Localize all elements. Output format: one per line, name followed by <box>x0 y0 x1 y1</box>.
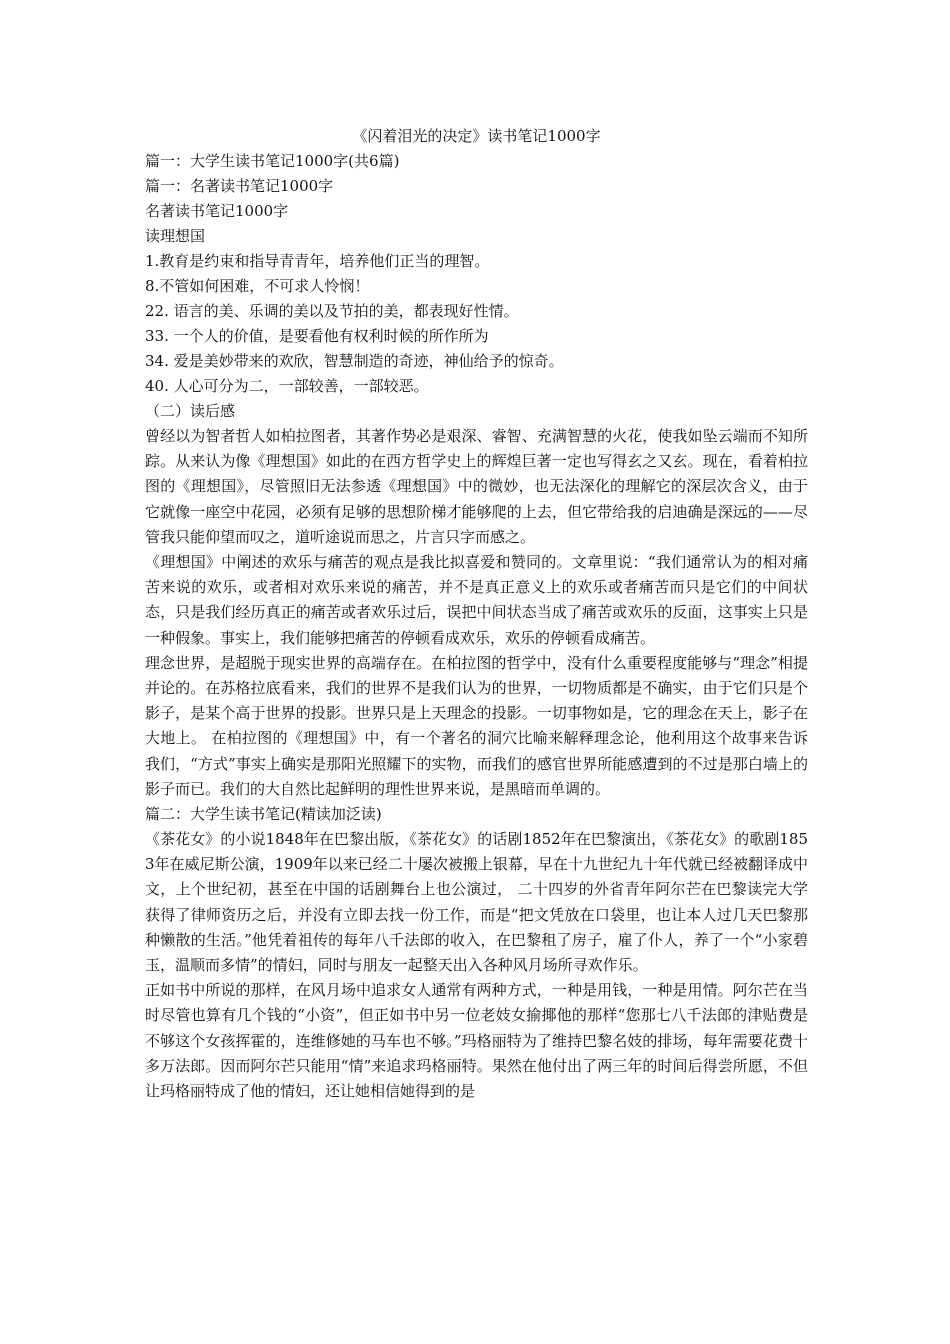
body-paragraph: 曾经以为智者哲人如柏拉图者，其著作势必是艰深、睿智、充满智慧的火花，使我如坠云端而不知所踪。从来认为像《理想国》如此的在西方哲学史上的辉煌巨著一定也写得玄之又玄。现在，看着柏拉图的《理想国》，尽管照旧无法参透《理想国》中的微妙，也无法深化的理解它的深层次含义，由于它就像一座空中花园，必须有足够的思想阶梯才能够爬的上去，但它带给我的启迪确是深远的——尽管我只能仰望而叹之，道听途说而思之，片言只字而感之。 <box>145 427 808 546</box>
quote-line: 34. 爱是美妙带来的欢欣，智慧制造的奇迹，神仙给予的惊奇。 <box>145 352 564 370</box>
body-paragraph: 正如书中所说的那样，在风月场中追求女人通常有两种方式，一种是用钱，一种是用情。阿尔芒在当时尽管也算有几个钱的“小资”，但正如书中另一位老妓女揄揶他的那样“您那七八千法郎的津贴费是不够这个女孩挥霍的，连维修她的马车也不够。”玛格丽特为了维持巴黎名妓的排场，每年需要花费十多万法郎。因而阿尔芒只能用“情”来追求玛格丽特。果然在他付出了两三年的时间后得尝所愿，不但让玛格丽特成了他的情妇，还让她相信她得到的是 <box>145 981 808 1101</box>
quote-line: 22. 语言的美、乐调的美以及节拍的美，都表现好性情。 <box>145 302 519 320</box>
quote-line: 8.不管如何困难，不可求人怜悯！ <box>145 277 370 295</box>
quote-line: 40. 人心可分为二，一部较善，一部较恶。 <box>145 377 429 395</box>
document-title: 《闪着泪光的决定》读书笔记1000字 <box>352 127 601 145</box>
quote-line: 33. 一个人的价值，是要看他有权利时候的所作所为 <box>145 327 489 345</box>
section-heading-2: 篇二：大学生读书笔记(精读加泛读) <box>145 805 382 824</box>
book-title-line: 读理想国 <box>145 227 206 245</box>
reflection-heading: （二）读后感 <box>145 402 236 420</box>
subsection-title: 名著读书笔记1000字 <box>145 202 289 220</box>
body-paragraph: 《理想国》中阐述的欢乐与痛苦的观点是我比拟喜爱和赞同的。文章里说：“我们通常认为的相对痛苦来说的欢乐，或者相对欢乐来说的痛苦，并不是真正意义上的欢乐或者痛苦而只是它们的中间状态，只是我们经历真正的痛苦或者欢乐过后，误把中间状态当成了痛苦或欢乐的反面，这事实上只是一种假象。事实上，我们能够把痛苦的停顿看成欢乐，欢乐的停顿看成痛苦。 <box>145 553 808 647</box>
subsection-heading: 篇一：名著读书笔记1000字 <box>145 177 334 195</box>
body-paragraph: 《茶花女》的小说1848年在巴黎出版，《茶花女》的话剧1852年在巴黎演出，《茶花女》的歌剧1853年在威尼斯公演，1909年以来已经二十屡次被搬上银幕，早在十九世纪九十年代就已经被翻译成中文，上个世纪初，甚至在中国的话剧舞台上也公演过， 二十四岁的外省青年阿尔芒在巴黎读完大学获得了律师资历之后，并没有立即去找一份工作，而是“把文凭放在口袋里，也让本人过几天巴黎那种懒散的生活。”他凭着祖传的每年八千法郎的收入，在巴黎租了房子，雇了仆人，养了一个“小家碧玉，温顺而多情”的情妇，同时与朋友一起整天出入各种风月场所寻欢作乐。 <box>145 830 808 975</box>
body-paragraph: 理念世界，是超脱于现实世界的高端存在。在柏拉图的哲学中，没有什么重要程度能够与“理念”相提并论的。在苏格拉底看来，我们的世界不是我们认为的世界，一切物质都是不确实，由于它们只是个影子，是某个高于世界的投影。世界只是上天理念的投影。一切事物如是，它的理念在天上，影子在大地上。 在柏拉图的《理想国》中，有一个著名的洞穴比喻来解释理念论，他利用这个故事来告诉我们，“方式”事实上确实是那阳光照耀下的实物，而我们的感官世界所能感遭到的不过是那白墙上的影子而已。我们的大自然比起鲜明的理性世界来说，是黑暗而单调的。 <box>145 653 808 798</box>
document-page <box>145 124 808 1104</box>
section-heading-1: 篇一：大学生读书笔记1000字(共6篇) <box>145 152 400 170</box>
quote-line: 1.教育是约束和指导青青年，培养他们正当的理智。 <box>145 252 490 270</box>
